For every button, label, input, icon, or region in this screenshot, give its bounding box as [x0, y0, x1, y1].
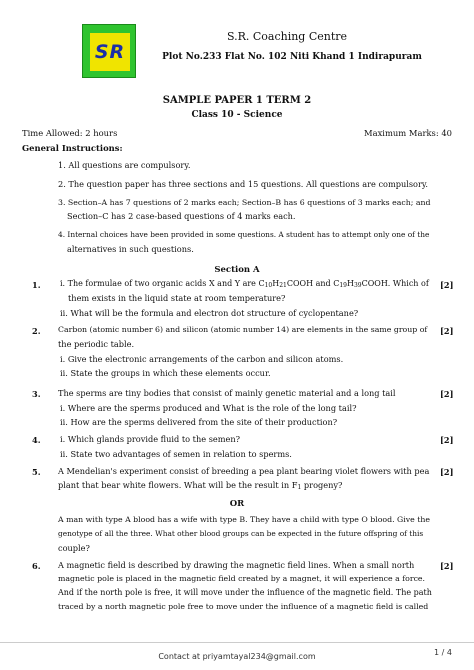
question-text: A magnetic field is described by drawing the magnetic field lines. When a small north [58, 560, 415, 570]
question-text: The sperms are tiny bodies that consist of mainly genetic material and a long tail [58, 388, 396, 398]
question-text: genotype of all the three. What other blood groups can be expected in the future offspring of this [58, 529, 424, 538]
question-text-part: plant that bear white flowers. What will be the result in F [58, 480, 298, 490]
centre-name: S.R. Coaching Centre [226, 30, 348, 43]
question-text: ii. How are the sperms delivered from the site of their production? [60, 417, 338, 427]
question-text-part: H [272, 279, 280, 288]
question-text-part: COOH and C [286, 279, 340, 288]
instruction-item-continued: alternatives in such questions. [67, 244, 194, 254]
question-marks: [2] [440, 280, 454, 290]
subscript: 39 [353, 282, 362, 289]
question-number: 4. [32, 435, 41, 445]
question-marks: [2] [440, 326, 454, 336]
question-text: ii. State two advantages of semen in relation to sperms. [60, 449, 292, 459]
question-text: traced by a north magnetic pole free to move under the influence of a magnetic field is called [58, 602, 429, 611]
question-text: Carbon (atomic number 6) and silicon (atomic number 14) are elements in the same group of [58, 325, 428, 334]
instruction-item: 4. Internal choices have been provided in some questions. A student has to attempt only one of the [58, 230, 430, 239]
subscript: 1 [297, 484, 302, 491]
question-text [60, 280, 429, 289]
question-marks: [2] [440, 467, 454, 477]
question-text: ii. State the groups in which these elements occur. [60, 368, 271, 378]
question-text: ii. What will be the formula and electron dot structure of cyclopentane? [60, 308, 359, 318]
instruction-item-continued: Section–C has 2 case-based questions of 4 marks each. [67, 211, 296, 221]
maximum-marks: Maximum Marks: 40 [364, 128, 452, 138]
question-marks: [2] [440, 389, 454, 399]
question-marks: [2] [440, 435, 454, 445]
or-separator: OR [229, 499, 245, 509]
paper-subtitle: Class 10 - Science [191, 110, 283, 120]
question-number: 1. [32, 280, 41, 290]
instruction-item: 2. The question paper has three sections and 15 questions. All questions are compulsory. [58, 179, 429, 189]
question-number: 3. [32, 389, 41, 399]
question-text: them exists in the liquid state at room temperature? [68, 293, 286, 303]
section-a-heading: Section A [214, 265, 260, 275]
question-text-part: progeny? [301, 480, 343, 490]
subscript: 10 [264, 282, 273, 289]
question-text: magnetic pole is placed in the magnetic field created by a magnet, it will experience a force. [58, 574, 426, 583]
question-text [58, 481, 342, 491]
page-indicator: 1 / 4 [434, 648, 452, 657]
question-number: 5. [32, 467, 41, 477]
question-text: And if the north pole is free, it will move under the influence of the magnetic field. The path [58, 588, 432, 597]
instruction-item: 1. All questions are compulsory. [58, 160, 191, 170]
footer-contact: Contact at priyamtayal234@gmail.com [158, 652, 316, 661]
question-number: 2. [32, 326, 41, 336]
question-text: the periodic table. [58, 339, 135, 349]
question-text: A Mendelian's experiment consist of breeding a pea plant bearing violet flowers with pea [58, 466, 430, 476]
question-text: i. Where are the sperms produced and What is the role of the long tail? [60, 403, 357, 413]
question-text-part: COOH. Which of [361, 279, 429, 288]
paper-title: SAMPLE PAPER 1 TERM 2 [162, 95, 312, 106]
question-text: i. Which glands provide fluid to the semen? [60, 434, 241, 444]
time-allowed: Time Allowed: 2 hours [22, 128, 118, 138]
subscript: 21 [279, 282, 287, 289]
question-number: 6. [32, 561, 41, 571]
subscript: 19 [339, 282, 347, 289]
question-text-part: i. The formulae of two organic acids X and Y are C [60, 279, 265, 288]
centre-address: Plot No.233 Flat No. 102 Niti Khand 1 Indirapuram [162, 52, 422, 62]
instruction-item: 3. Section–A has 7 questions of 2 marks each; Section–B has 6 questions of 3 marks each; and [58, 198, 431, 207]
question-text: A man with type A blood has a wife with type B. They have a child with type O blood. Give the [58, 515, 431, 524]
question-text-part: H [346, 279, 354, 288]
question-marks: [2] [440, 561, 454, 571]
footer-divider [0, 642, 474, 643]
question-text: couple? [58, 543, 90, 553]
logo-text: SR [94, 41, 126, 63]
question-text: i. Give the electronic arrangements of the carbon and silicon atoms. [60, 354, 344, 364]
general-instructions-heading: General Instructions: [22, 143, 123, 153]
